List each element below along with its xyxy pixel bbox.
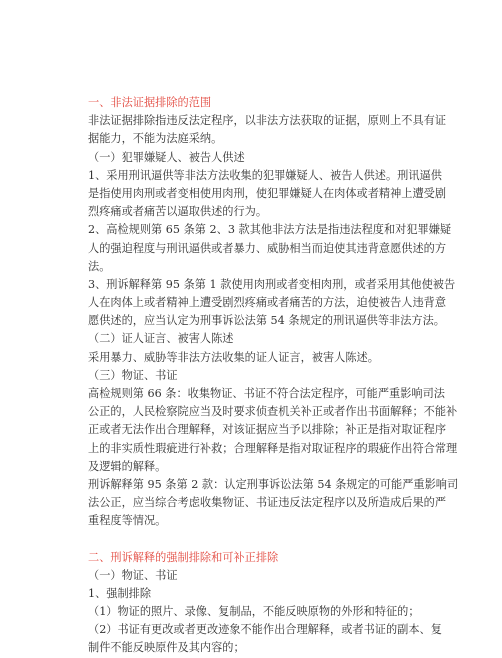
subheading-line: （一）物证、书证 [88,568,178,582]
paragraph-line: 是指使用肉刑或者变相使用肉刑，使犯罪嫌疑人在肉体或者精神上遭受剧 [88,186,447,200]
paragraph-line: 非法证据排除指违反法定程序，以非法方法获取的证据，原则上不具有证 [88,114,447,128]
paragraph-line: 人的强迫程度与刑讯逼供或者暴力、威胁相当而迫使其违背意愿供述的方 [88,241,447,255]
paragraph-line: 法公正，应当综合考虑收集物证、书证违反法定程序以及所造成后果的严 [88,496,447,510]
paragraph-line: 刑诉解释第 95 条第 2 款：认定刑事诉讼法第 54 条规定的可能严重影响司 [88,477,459,491]
paragraph-line: （1）物证的照片、录像、复制品，不能反映原物的外形和特征的； [88,605,420,619]
paragraph-line: 法。 [88,259,111,273]
document-page [88,94,459,658]
paragraph-line: 1、采用刑讯逼供等非法方法收集的犯罪嫌疑人、被告人供述。刑讯逼供 [88,168,442,182]
paragraph-line: 2、高检规则第 65 条第 2、3 款其他非法方法是指违法程度和对犯罪嫌疑 [88,223,452,237]
paragraph-line: 正或者无法作出合理解释，对该证据应当予以排除；补正是指对取证程序 [88,423,447,437]
paragraph-line: 愿供述的，应当认定为刑事诉讼法第 54 条规定的刑讯逼供等非法方法。 [88,314,445,328]
paragraph-line: 公正的，人民检察院应当及时要求侦查机关补正或者作出书面解释；不能补 [88,405,458,419]
paragraph-line: 据能力，不能为法庭采纳。 [88,132,223,146]
paragraph-line: 制件不能反映原件及其内容的； [88,641,245,655]
subheading-line: （二）证人证言、被害人陈述 [88,332,234,346]
paragraph-line: 烈疼痛或者痛苦以逼取供述的行为。 [88,205,268,219]
section-heading-2: 二、刑诉解释的强制排除和可补正排除 [88,550,279,564]
section-spacer [88,531,421,549]
subheading-line: （三）物证、书证 [88,368,178,382]
section-heading-1: 一、非法证据排除的范围 [88,96,212,109]
subheading-line: 1、强制排除 [88,586,152,600]
paragraph-line: 及逻辑的解释。 [88,459,167,473]
subheading-line: （一）犯罪嫌疑人、被告人供述 [88,150,245,164]
paragraph-line: 3、刑诉解释第 95 条第 1 款使用肉刑或者变相肉刑，或者采用其他使被告 [88,277,456,291]
paragraph-line: 重程度等情况。 [88,514,167,528]
paragraph-line: 人在肉体上或者精神上遭受剧烈疼痛或者痛苦的方法，迫使被告人违背意 [88,296,447,310]
section-body-1 [88,112,459,530]
paragraph-line: 采用暴力、威胁等非法方法收集的证人证言，被害人陈述。 [88,350,379,364]
section-body-2 [88,567,442,658]
paragraph-line: （2）书证有更改或者更改迹象不能作出合理解释，或者书证的副本、复 [88,623,442,637]
paragraph-line: 上的非实质性瑕疵进行补救；合理解释是指对取证程序的瑕疵作出符合常理 [88,441,458,455]
paragraph-line: 高检规则第 66 条：收集物证、书证不符合法定程序，可能严重影响司法 [88,387,445,400]
